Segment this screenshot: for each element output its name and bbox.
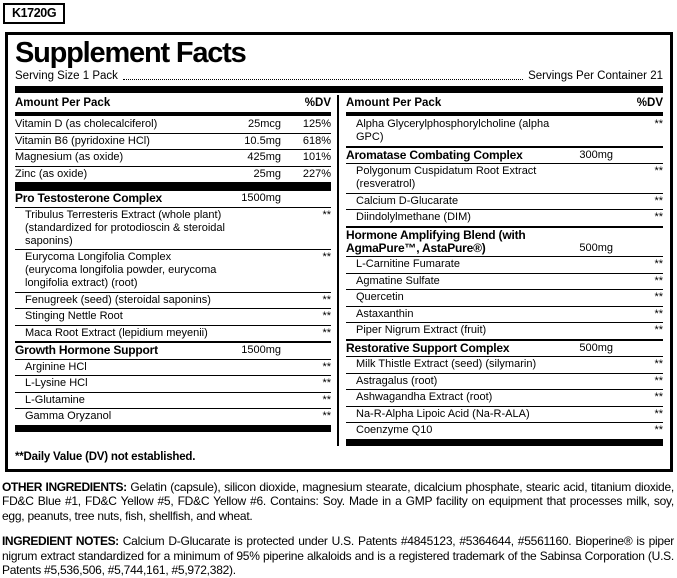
- ingredient-dv: **: [654, 358, 663, 370]
- percent-dv-label: %DV: [636, 97, 663, 109]
- other-ingredients-paragraph: [2, 480, 674, 524]
- ingredient-name: Zinc (as oxide): [15, 167, 88, 180]
- supplement-facts-panel: [5, 32, 673, 472]
- ingredient-dv: **: [654, 258, 663, 270]
- ingredient-row: [15, 207, 331, 250]
- ingredient-dv: **: [322, 310, 331, 322]
- ingredient-name: Pro Testosterone Complex: [15, 191, 163, 205]
- product-code: K1720G: [12, 6, 57, 20]
- ingredient-rows-right: [346, 117, 663, 446]
- section-header-row: [15, 341, 331, 359]
- other-ingredients-label: OTHER INGREDIENTS:: [2, 479, 127, 494]
- ingredient-dv: **: [654, 118, 663, 130]
- ingredient-row: [15, 249, 331, 292]
- ingredient-name: L-Lysine HCl: [25, 377, 88, 389]
- ingredient-row: [346, 389, 663, 406]
- ingredient-dv: **: [322, 208, 331, 221]
- supplement-facts-title: Supplement Facts: [15, 37, 246, 69]
- ingredient-amount: 1500mg: [241, 192, 281, 204]
- ingredient-row: [15, 117, 331, 133]
- ingredient-dv: **: [654, 274, 663, 287]
- facts-columns: [15, 95, 663, 446]
- ingredient-row: [15, 392, 331, 409]
- thick-divider-bar: [15, 86, 663, 93]
- ingredient-name: Vitamin D (as cholecalciferol): [15, 118, 158, 130]
- ingredient-amount: 10.5mg: [244, 134, 281, 147]
- ingredient-dv: **: [322, 393, 331, 406]
- ingredient-row: [15, 308, 331, 325]
- ingredient-amount: 1500mg: [241, 344, 281, 356]
- ingredient-dv: **: [322, 410, 331, 422]
- ingredient-dv: **: [322, 293, 331, 306]
- section-divider-bar: [15, 182, 331, 191]
- column-bottom-bar: [346, 439, 663, 446]
- ingredient-dv: **: [654, 374, 663, 387]
- ingredient-row: [346, 322, 663, 339]
- ingredient-row: [346, 306, 663, 323]
- ingredient-row: [346, 163, 663, 193]
- ingredient-dv: **: [322, 377, 331, 389]
- ingredient-name: Fenugreek (seed) (steroidal saponins): [25, 293, 211, 306]
- ingredient-dv: 227%: [302, 167, 331, 180]
- ingredient-row: [346, 117, 663, 146]
- servings-per-container: Servings Per Container 21: [528, 70, 663, 82]
- ingredient-name: Diindolylmethane (DIM): [356, 211, 471, 223]
- section-header-row: [15, 191, 331, 207]
- label-footer: [2, 480, 674, 578]
- ingredient-name: Astragalus (root): [356, 374, 438, 387]
- ingredient-name: Stinging Nettle Root: [25, 310, 123, 322]
- ingredient-amount: 300mg: [579, 148, 613, 161]
- ingredient-notes-text: Calcium D-Glucarate is protected under U.S. Patents #4845123, #5364644, #5561160. Bioperine® is piper nigrum extract standardized for a minimum of 95% piperine alkaloids and is a registered trademark of the Sabinsa Corporation (U.S. Patents #5,536,506, #5,744,161, #5,972,382).: [2, 534, 675, 577]
- amount-per-pack-label: Amount Per Pack: [346, 97, 442, 109]
- section-header-row: [346, 226, 663, 257]
- ingredient-row: [15, 292, 331, 309]
- ingredient-name: Alpha Glycerylphosphorylcholine (alpha GPC): [356, 118, 550, 143]
- ingredient-amount: 500mg: [579, 341, 613, 354]
- ingredient-amount: 425mg: [247, 151, 281, 163]
- ingredient-row: [346, 256, 663, 273]
- ingredient-row: [15, 325, 331, 342]
- ingredient-dv: **: [654, 391, 663, 403]
- ingredient-notes-paragraph: [2, 534, 674, 578]
- ingredient-name: Eurycoma Longifolia Complex (eurycoma longifolia powder, eurycoma longifolia extract) (root): [25, 251, 217, 289]
- ingredient-row: [346, 373, 663, 390]
- ingredient-name: Astaxanthin: [356, 307, 414, 320]
- ingredient-row: [346, 289, 663, 306]
- ingredient-name: Maca Root Extract (lepidium meyenii): [25, 326, 208, 339]
- ingredient-name: Growth Hormone Support: [15, 343, 158, 357]
- serving-size: Serving Size 1 Pack: [15, 70, 118, 82]
- ingredient-name: L-Glutamine: [25, 393, 85, 406]
- ingredient-name: Magnesium (as oxide): [15, 151, 124, 163]
- ingredient-row: [15, 166, 331, 183]
- ingredient-name: Gamma Oryzanol: [25, 410, 112, 422]
- other-ingredients-text: Gelatin (capsule), silicon dioxide, magnesium stearate, dicalcium phosphate, stearic acid, titanium dioxide, FD&C Blue #1, FD&C Yellow #5, FD&C Yellow #6. Contains: Soy. Made in a GMP facility on equipment that processes milk, soy, egg, peanuts, tree nuts, fish, shellfish, and wheat.: [2, 479, 674, 523]
- ingredient-dv: **: [654, 424, 663, 436]
- ingredient-name: Arginine HCl: [25, 360, 87, 373]
- ingredient-row: [346, 273, 663, 290]
- ingredient-name: Piper Nigrum Extract (fruit): [356, 324, 487, 336]
- serving-info-row: [15, 70, 663, 82]
- ingredient-name: Hormone Amplifying Blend (with AgmaPure™, AstaPure®): [346, 227, 526, 255]
- ingredient-notes-label: INGREDIENT NOTES:: [2, 534, 119, 548]
- ingredient-row: [346, 422, 663, 439]
- ingredient-dv: **: [654, 407, 663, 420]
- ingredient-dv: **: [322, 360, 331, 373]
- ingredient-row: [346, 406, 663, 423]
- ingredient-dv: **: [322, 326, 331, 339]
- column-header: [15, 95, 331, 112]
- ingredient-row: [15, 408, 331, 425]
- ingredient-dv: 101%: [302, 151, 331, 163]
- ingredient-amount: 25mcg: [247, 118, 281, 130]
- ingredient-name: Agmatine Sulfate: [356, 274, 440, 287]
- ingredient-name: Coenzyme Q10: [356, 424, 433, 436]
- ingredient-dv: 125%: [302, 118, 331, 130]
- section-header-row: [346, 339, 663, 357]
- dotted-leader: [123, 79, 523, 80]
- column-header: [346, 95, 663, 112]
- ingredient-dv: **: [322, 251, 331, 263]
- ingredient-name: Calcium D-Glucarate: [356, 194, 459, 207]
- ingredient-name: Polygonum Cuspidatum Root Extract (resveratrol): [356, 165, 537, 190]
- ingredient-name: Milk Thistle Extract (seed) (silymarin): [356, 358, 537, 370]
- ingredient-dv: **: [654, 324, 663, 336]
- product-code-box: [3, 3, 65, 24]
- ingredient-row: [15, 133, 331, 150]
- daily-value-footnote: **Daily Value (DV) not established.: [15, 450, 196, 463]
- column-bottom-bar: [15, 425, 331, 432]
- facts-column-right: [339, 95, 663, 446]
- facts-column-left: [15, 95, 339, 446]
- header-divider-bar: [15, 112, 331, 116]
- ingredient-row: [15, 359, 331, 376]
- ingredient-name: Aromatase Combating Complex: [346, 147, 523, 162]
- ingredient-row: [15, 375, 331, 392]
- ingredient-name: Restorative Support Complex: [346, 340, 510, 355]
- ingredient-dv: **: [654, 194, 663, 207]
- header-divider-bar: [346, 112, 663, 116]
- ingredient-name: Tribulus Terresteris Extract (whole plant) (standardized for protodioscin & steroidal saponins): [25, 208, 225, 247]
- amount-per-pack-label: Amount Per Pack: [15, 97, 111, 109]
- ingredient-row: [346, 356, 663, 373]
- ingredient-name: Na-R-Alpha Lipoic Acid (Na-R-ALA): [356, 407, 530, 420]
- percent-dv-label: %DV: [304, 97, 331, 109]
- ingredient-amount: 25mg: [253, 167, 281, 180]
- ingredient-name: Ashwagandha Extract (root): [356, 391, 493, 403]
- ingredient-rows-left: [15, 117, 331, 432]
- ingredient-row: [346, 209, 663, 226]
- section-header-row: [346, 146, 663, 164]
- ingredient-dv: **: [654, 165, 663, 177]
- ingredient-name: Vitamin B6 (pyridoxine HCl): [15, 134, 150, 147]
- ingredient-row: [346, 193, 663, 210]
- ingredient-dv: **: [654, 307, 663, 320]
- ingredient-name: Quercetin: [356, 291, 404, 303]
- ingredient-name: L-Carnitine Fumarate: [356, 258, 460, 270]
- ingredient-dv: **: [654, 211, 663, 223]
- ingredient-row: [15, 149, 331, 166]
- ingredient-dv: **: [654, 291, 663, 303]
- ingredient-amount: 500mg: [579, 241, 613, 254]
- ingredient-dv: 618%: [302, 134, 331, 147]
